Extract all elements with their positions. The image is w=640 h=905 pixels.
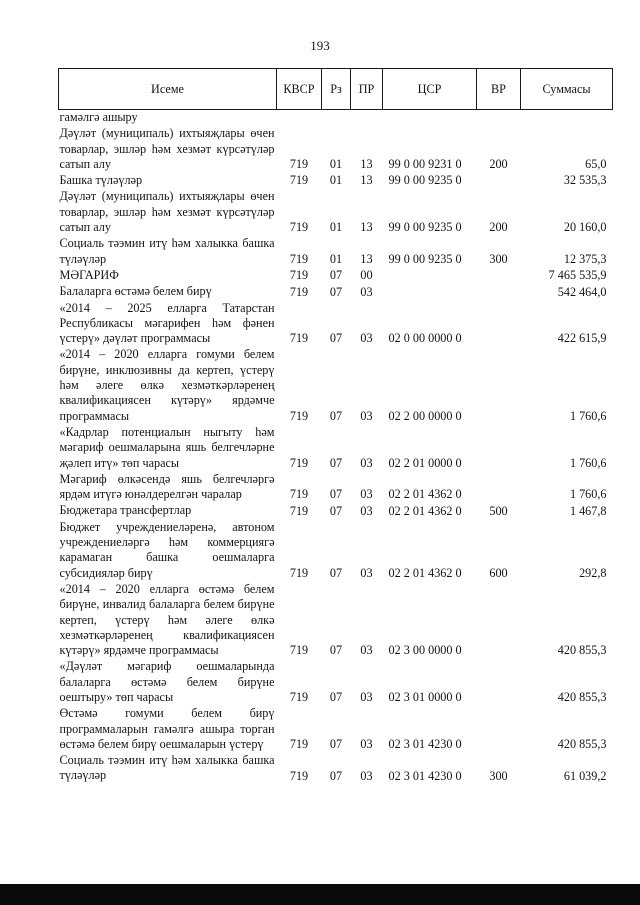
cell-csr: 02 3 01 4230 0 bbox=[388, 768, 462, 783]
table-row bbox=[59, 110, 613, 126]
cell-kvsr bbox=[277, 110, 322, 126]
cell-sum: 422 615,9 bbox=[557, 331, 607, 346]
page-number: 193 bbox=[310, 38, 330, 53]
table-row bbox=[59, 705, 613, 752]
cell-pr: 13 bbox=[360, 251, 373, 266]
cell-vr bbox=[477, 267, 521, 283]
cell-csr: 99 0 00 9235 0 bbox=[388, 251, 462, 266]
cell-name: МӘГАРИФ bbox=[59, 267, 119, 282]
cell-csr: 02 2 01 4362 0 bbox=[388, 565, 462, 580]
cell-pr: 03 bbox=[360, 565, 373, 580]
table-row bbox=[59, 519, 613, 581]
cell-kvsr: 719 bbox=[289, 220, 309, 235]
table-row bbox=[59, 125, 613, 172]
table-row bbox=[59, 502, 613, 518]
cell-pr: 03 bbox=[360, 455, 373, 470]
cell-pr: 03 bbox=[360, 737, 373, 752]
cell-vr: 300 bbox=[489, 251, 508, 266]
cell-kvsr: 719 bbox=[289, 331, 309, 346]
cell-name: Мәгариф өлкәсендә яшь белгечләргә ярдәм итүгә юнәлдерелгән чаралар bbox=[59, 471, 275, 502]
cell-rz: 07 bbox=[329, 690, 343, 705]
cell-pr: 03 bbox=[360, 768, 373, 783]
header-sum: Суммасы bbox=[521, 69, 613, 110]
cell-name: Бюджет учреждениеләренә, автоном учреждениеләргә һәм коммерциягә карамаган башка оешмаларга субсидияләр бирү bbox=[59, 519, 275, 580]
cell-rz: 07 bbox=[329, 331, 343, 346]
cell-pr: 03 bbox=[360, 487, 373, 502]
cell-pr: 13 bbox=[360, 220, 373, 235]
cell-rz: 01 bbox=[329, 251, 343, 266]
cell-sum: 1 760,6 bbox=[569, 455, 607, 470]
cell-rz: 01 bbox=[329, 220, 343, 235]
cell-kvsr: 719 bbox=[289, 157, 309, 172]
cell-sum: 292,8 bbox=[579, 565, 607, 580]
cell-vr: 200 bbox=[489, 157, 508, 172]
cell-pr: 13 bbox=[360, 157, 373, 172]
cell-vr bbox=[477, 300, 521, 347]
cell-name: «2014 – 2020 елларга өстәмә белем бирүне, инвалид балаларга белем бирүне кертеп, үстерү һәм әлеге өлкә хезмәткәрләренең квалификациясен күтәрү» ярдәмче программасы bbox=[59, 581, 275, 658]
cell-rz: 07 bbox=[329, 487, 343, 502]
cell-vr: 200 bbox=[489, 220, 508, 235]
cell-name: Дәүләт (муниципаль) ихтыяҗлары өчен товарлар, эшләр һәм хезмәт күрсәтүләр сатып алу bbox=[59, 126, 275, 171]
header-row bbox=[59, 69, 613, 110]
cell-vr bbox=[477, 283, 521, 299]
cell-vr bbox=[477, 658, 521, 705]
cell-pr: 13 bbox=[360, 173, 373, 188]
cell-sum: 542 464,0 bbox=[557, 284, 607, 299]
table-body bbox=[59, 110, 613, 784]
cell-name: Бюджетара трансфертлар bbox=[59, 503, 192, 518]
cell-name: «Кадрлар потенциалын ныгыту һәм мәгариф оешмаларына яшь белгечләрне җәлеп итү» төп чарасы bbox=[59, 424, 275, 470]
cell-rz: 07 bbox=[329, 284, 343, 299]
cell-csr: 02 3 00 0000 0 bbox=[388, 643, 462, 658]
cell-sum: 32 535,3 bbox=[563, 173, 607, 188]
table-row bbox=[59, 188, 613, 235]
cell-name: Социаль тәэмин итү һәм халыкка башка түләүләр bbox=[59, 236, 275, 266]
cell-sum: 12 375,3 bbox=[563, 251, 607, 266]
cell-vr bbox=[477, 471, 521, 503]
table-row bbox=[59, 283, 613, 299]
cell-pr: 03 bbox=[360, 284, 373, 299]
header-vr: ВР bbox=[477, 69, 521, 110]
cell-kvsr: 719 bbox=[289, 251, 309, 266]
cell-kvsr: 719 bbox=[289, 768, 309, 783]
cell-vr: 600 bbox=[489, 565, 508, 580]
cell-sum bbox=[521, 110, 613, 126]
cell-vr bbox=[477, 172, 521, 188]
cell-kvsr: 719 bbox=[289, 284, 309, 299]
table-row bbox=[59, 658, 613, 705]
cell-pr bbox=[351, 110, 383, 126]
table-header bbox=[59, 69, 613, 110]
header-pr: ПР bbox=[351, 69, 383, 110]
cell-name: Башка түләүләр bbox=[59, 173, 143, 188]
cell-csr: 02 0 00 0000 0 bbox=[388, 331, 462, 346]
cell-csr bbox=[383, 110, 477, 126]
cell-name: Балаларга өстәмә белем бирү bbox=[59, 284, 212, 299]
cell-sum: 420 855,3 bbox=[557, 643, 607, 658]
cell-kvsr: 719 bbox=[289, 690, 309, 705]
scan-bottom-border bbox=[0, 884, 640, 905]
cell-kvsr: 719 bbox=[289, 487, 309, 502]
cell-sum: 420 855,3 bbox=[557, 737, 607, 752]
cell-rz: 07 bbox=[329, 768, 343, 783]
table-row bbox=[59, 346, 613, 423]
cell-vr bbox=[477, 581, 521, 658]
cell-name: гамәлгә ашыру bbox=[59, 110, 138, 124]
cell-rz: 01 bbox=[329, 173, 343, 188]
cell-rz: 07 bbox=[329, 737, 343, 752]
header-kvsr: КВСР bbox=[277, 69, 322, 110]
cell-rz: 07 bbox=[329, 643, 343, 658]
cell-csr: 02 2 00 0000 0 bbox=[388, 408, 462, 423]
cell-kvsr: 719 bbox=[289, 737, 309, 752]
cell-kvsr: 719 bbox=[289, 503, 309, 518]
cell-rz: 07 bbox=[329, 268, 343, 283]
budget-table-container bbox=[58, 68, 612, 784]
cell-sum: 1 467,8 bbox=[569, 503, 607, 518]
cell-pr: 00 bbox=[360, 268, 373, 283]
cell-vr bbox=[477, 346, 521, 423]
cell-vr: 300 bbox=[489, 768, 508, 783]
cell-pr: 03 bbox=[360, 690, 373, 705]
table-row bbox=[59, 172, 613, 188]
cell-csr: 02 2 01 4362 0 bbox=[388, 487, 462, 502]
cell-sum: 61 039,2 bbox=[563, 768, 607, 783]
table-row bbox=[59, 752, 613, 784]
cell-kvsr: 719 bbox=[289, 565, 309, 580]
cell-name: Өстәмә гомуми белем бирү программаларын гамәлгә ашыра торган өстәмә белем бирү оешмаларын үстерү bbox=[59, 706, 275, 751]
cell-rz bbox=[322, 110, 351, 126]
cell-pr: 03 bbox=[360, 408, 373, 423]
cell-name: Социаль тәэмин итү һәм халыкка башка түләүләр bbox=[59, 753, 275, 783]
table-row bbox=[59, 300, 613, 347]
cell-kvsr: 719 bbox=[289, 408, 309, 423]
cell-csr bbox=[383, 267, 477, 283]
cell-kvsr: 719 bbox=[289, 455, 309, 470]
cell-sum: 65,0 bbox=[585, 157, 607, 172]
cell-vr bbox=[477, 705, 521, 752]
cell-csr: 02 3 01 0000 0 bbox=[388, 690, 462, 705]
cell-kvsr: 719 bbox=[289, 173, 309, 188]
cell-sum: 7 465 535,9 bbox=[548, 268, 607, 283]
cell-csr: 02 2 01 4362 0 bbox=[388, 503, 462, 518]
cell-sum: 1 760,6 bbox=[569, 487, 607, 502]
cell-pr: 03 bbox=[360, 331, 373, 346]
cell-name: «2014 – 2025 елларга Татарстан Республикасы мәгарифен һәм фәнен үстерү» дәүләт программасы bbox=[59, 300, 275, 346]
cell-sum: 420 855,3 bbox=[557, 690, 607, 705]
cell-rz: 07 bbox=[329, 408, 343, 423]
cell-csr: 99 0 00 9235 0 bbox=[388, 220, 462, 235]
table-row bbox=[59, 235, 613, 267]
cell-rz: 07 bbox=[329, 455, 343, 470]
table-row bbox=[59, 424, 613, 471]
cell-vr: 500 bbox=[489, 503, 508, 518]
cell-pr: 03 bbox=[360, 503, 373, 518]
budget-table bbox=[58, 68, 613, 784]
cell-name: «2014 – 2020 елларга гомуми белем бирүне, инклюзивны да кертеп, үстерү һәм әлеге өлкә хезмәткәрләренең квалификациясен күтәрү» ярдәмче программасы bbox=[59, 347, 275, 423]
table-row bbox=[59, 581, 613, 658]
cell-kvsr: 719 bbox=[289, 268, 309, 283]
cell-sum: 1 760,6 bbox=[569, 408, 607, 423]
cell-vr bbox=[477, 424, 521, 471]
cell-rz: 07 bbox=[329, 503, 343, 518]
cell-csr: 99 0 00 9231 0 bbox=[388, 157, 462, 172]
cell-csr: 99 0 00 9235 0 bbox=[388, 173, 462, 188]
cell-rz: 07 bbox=[329, 565, 343, 580]
header-rz: Рз bbox=[322, 69, 351, 110]
cell-csr: 02 3 01 4230 0 bbox=[388, 737, 462, 752]
cell-csr: 02 2 01 0000 0 bbox=[388, 455, 462, 470]
cell-name: Дәүләт (муниципаль) ихтыяҗлары өчен товарлар, эшләр һәм хезмәт күрсәтүләр сатып алу bbox=[59, 189, 275, 235]
table-row bbox=[59, 267, 613, 283]
cell-name: «Дәүләт мәгариф оешмаларында балаларга өстәмә белем бирүне оештыру» төп чарасы bbox=[59, 659, 275, 704]
cell-vr bbox=[477, 110, 521, 126]
cell-pr: 03 bbox=[360, 643, 373, 658]
cell-rz: 01 bbox=[329, 157, 343, 172]
cell-sum: 20 160,0 bbox=[563, 220, 607, 235]
header-name: Исеме bbox=[59, 69, 277, 110]
cell-csr bbox=[383, 283, 477, 299]
table-row bbox=[59, 471, 613, 503]
header-csr: ЦСР bbox=[383, 69, 477, 110]
cell-kvsr: 719 bbox=[289, 643, 309, 658]
